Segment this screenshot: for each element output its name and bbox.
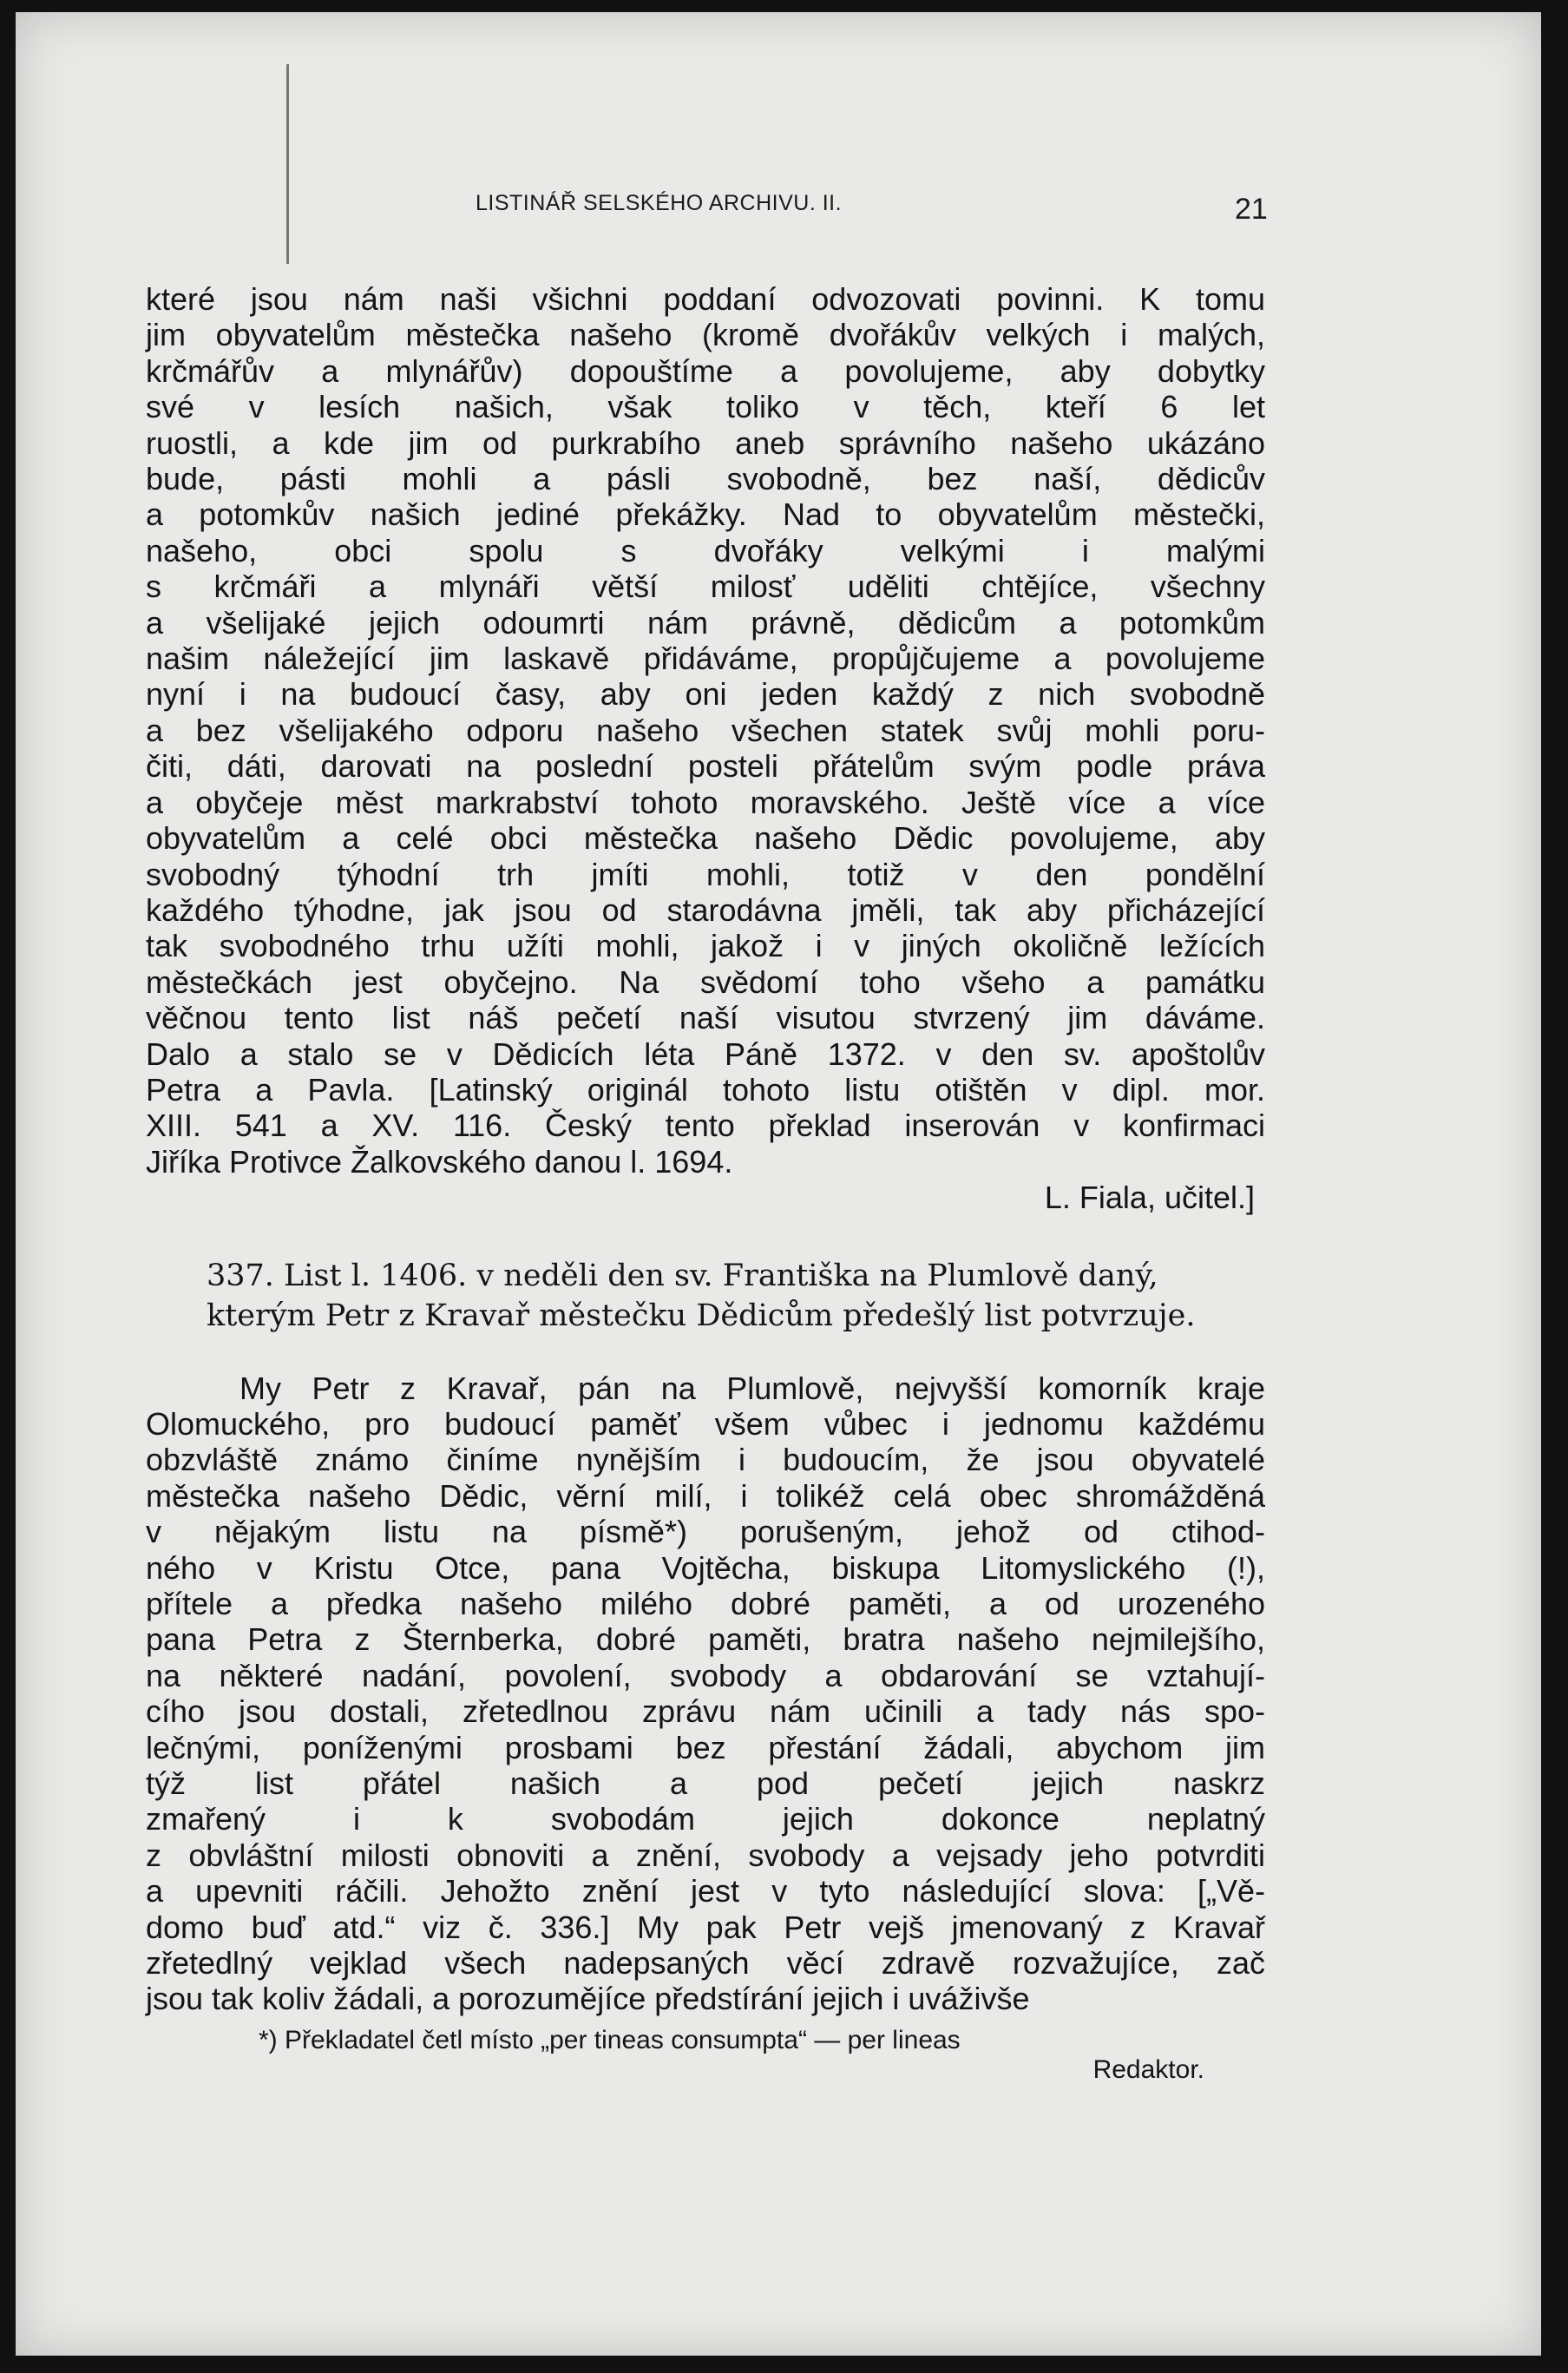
- text-line: týž list přátel našich a pod pečetí jejich naskrz: [146, 1765, 1265, 1802]
- text-line: čiti, dáti, darovati na poslední posteli přátelům svým podle práva: [146, 748, 1265, 785]
- text-line: věčnou tento list náš pečetí naší visutou stvrzený jim dáváme.: [146, 1000, 1265, 1036]
- text-line: 337. List l. 1406. v neděli den sv. Františka na Plumlově daný,: [207, 1258, 1158, 1293]
- footnote-text: *) Překladatel četl místo „per tineas consumpta“ — per lineas: [259, 2025, 961, 2054]
- text-line: každého týhodne, jak jsou od starodávna jměli, tak aby přicházející: [146, 891, 1265, 928]
- text-line: našeho, obci spolu s dvořáky velkými i malými: [146, 532, 1265, 569]
- text-line: zmařený i k svobodám jejich dokonce neplatný: [146, 1801, 1265, 1837]
- text-line: a bez všelijakého odporu našeho všechen statek svůj mohli poru-: [146, 712, 1265, 748]
- text-line: jim obyvatelům městečka našeho (kromě dvořákův velkých i malých,: [146, 317, 1265, 353]
- text-line: jsou tak koliv žádali, a porozumějíce předstírání jejich i uváživše: [146, 1981, 1030, 2017]
- text-line: z obvláštní milosti obnoviti a znění, svobody a vejsady jeho potvrditi: [146, 1837, 1265, 1873]
- page-body: [146, 281, 1265, 2085]
- text-line: na některé nadání, povolení, svobody a obdarování se vztahují-: [146, 1657, 1265, 1693]
- text-line: a upevniti ráčili. Jehožto znění jest v tyto následující slova: [„Vě-: [146, 1873, 1265, 1910]
- text-line: pana Petra z Šternberka, dobré paměti, bratra našeho nejmilejšího,: [146, 1621, 1265, 1658]
- book-page: [16, 12, 1541, 2356]
- text-line: s krčmáři a mlynáři větší milosť uděliti chtějíce, všechny: [146, 569, 1265, 605]
- text-line: Petra a Pavla. [Latinský originál tohoto listu otištěn v dipl. mor.: [146, 1071, 1265, 1108]
- text-line: přítele a předka našeho milého dobré paměti, a od urozeného: [146, 1586, 1265, 1621]
- text-line: ného v Kristu Otce, pana Vojtěcha, biskupa Litomyslického (!),: [146, 1549, 1265, 1586]
- margin-rule: [286, 64, 289, 264]
- text-line: obyvatelům a celé obci městečka našeho Dědic povolujeme, aby: [146, 820, 1265, 857]
- text-line: našim náležející jim laskavě přidáváme, propůjčujeme a povolujeme: [146, 641, 1265, 677]
- paragraph-charter-text: [146, 281, 1265, 1180]
- text-line: ruostli, a kde jim od purkrabího aneb správního našeho ukázáno: [146, 424, 1265, 461]
- text-line: městečka našeho Dědic, věrní milí, i tolikéž celá obec shromážděná: [146, 1477, 1265, 1514]
- text-line: nyní i na budoucí časy, aby oni jeden každý z nich svobodně: [146, 676, 1265, 713]
- entry-heading: [146, 1256, 1265, 1336]
- text-line: krčmářův a mlynářův) dopouštíme a povolujeme, aby dobytky: [146, 352, 1265, 389]
- text-line: a obyčeje měst markrabství tohoto moravského. Ještě více a více: [146, 784, 1265, 820]
- text-line: Olomuckého, pro budoucí paměť všem vůbec i jednomu každému: [146, 1405, 1265, 1442]
- text-line: lečnými, poníženými prosbami bez přestání žádali, abychom jim: [146, 1729, 1265, 1765]
- text-line: bude, pásti mohli a pásli svobodně, bez naší, dědicův: [146, 461, 1265, 497]
- page-number: 21: [1235, 193, 1268, 226]
- text-line: městečkách jest obyčejno. Na svědomí toho všeho a památku: [146, 963, 1265, 1000]
- text-line: které jsou nám naši všichni poddaní odvozovati povinni. K tomu: [146, 281, 1265, 317]
- signature: L. Fiala, učitel.]: [1044, 1180, 1255, 1216]
- running-header: LISTINÁŘ SELSKÉHO ARCHIVU. II.: [476, 191, 843, 215]
- text-line: tak svobodného trhu užíti mohli, jakož i v jiných okoličně ležících: [146, 928, 1265, 964]
- text-line: obzvláště známo činíme nynějším i budoucím, že jsou obyvatelé: [146, 1442, 1265, 1478]
- text-line: a potomkův našich jediné překážky. Nad to obyvatelům městečki,: [146, 496, 1265, 533]
- text-line: cího jsou dostali, zřetedlnou zprávu nám učinili a tady nás spo-: [146, 1693, 1265, 1730]
- text-line: XIII. 541 a XV. 116. Český tento překlad inserován v konfirmaci: [146, 1108, 1265, 1144]
- text-line: domo buď atd.“ viz č. 336.] My pak Petr vejš jmenovaný z Kravař: [146, 1909, 1265, 1945]
- text-line: svobodný týhodní trh jmíti mohli, totiž v den pondělní: [146, 856, 1265, 892]
- paragraph-confirmation: [146, 1371, 1265, 2017]
- text-line: své v lesích našich, však toliko v těch, kteří 6 let: [146, 389, 1265, 425]
- text-line: zřetedlný vejklad všech nadepsaných věcí zdravě rozvažujíce, zač: [146, 1945, 1265, 1982]
- text-line: My Petr z Kravař, pán na Plumlově, nejvyšší komorník kraje: [239, 1370, 1265, 1406]
- text-line: Dalo a stalo se v Dědicích léta Páně 1372. v den sv. apoštolův: [146, 1035, 1265, 1072]
- footnote-editor: Redaktor.: [1092, 2054, 1204, 2084]
- text-line: v nějakým listu na písmě*) porušeným, jehož od ctihod-: [146, 1514, 1265, 1550]
- text-line: Jiříka Protivce Žalkovského danou l. 1694.: [146, 1143, 733, 1180]
- text-line: kterým Petr z Kravař městečku Dědicům předešlý list potvrzuje.: [207, 1298, 1196, 1333]
- footnote: [146, 2026, 1265, 2085]
- text-line: a všelijaké jejich odoumrti nám právně, dědicům a potomkům: [146, 604, 1265, 641]
